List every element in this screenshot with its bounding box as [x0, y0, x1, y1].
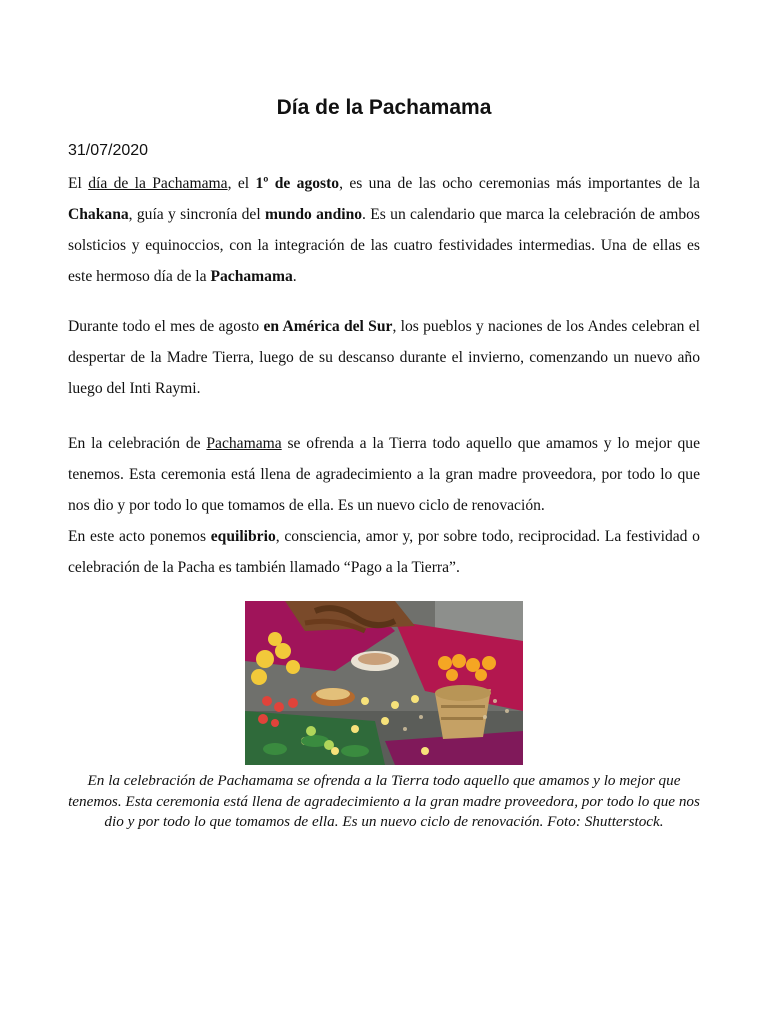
- bold-text: mundo andino: [264, 206, 363, 223]
- text-run: .: [292, 268, 297, 285]
- paragraph-agosto: [68, 311, 700, 404]
- text-run: se ofrenda a la Tierra todo aquello que amamos y lo mejor que tenemos. Esta ceremonia está llena de agradecimiento a la gran madre proveedora, por todo lo que nos dio y por todo lo que tomamos de ella. Es un nuevo ciclo de renovación.: [68, 435, 700, 514]
- text-run: . Es un calendario que marca la celebración de ambos solsticios y equinoccios, con la integración de las cuatro festividades intermedias. Una de ellas es este hermoso día de la: [68, 206, 700, 285]
- text-run: , es una de las ocho ceremonias más importantes de la: [339, 175, 700, 192]
- text-run: En este acto ponemos: [68, 528, 211, 545]
- document-date: 31/07/2020: [68, 142, 149, 159]
- offering-photo: [245, 601, 523, 765]
- text-run: Durante todo el mes de agosto: [68, 318, 264, 335]
- bold-text: en América del Sur: [263, 318, 393, 335]
- link-dia-pachamama[interactable]: día de la Pachamama: [88, 175, 228, 192]
- figure-caption: En la celebración de Pachamama se ofrenda a la Tierra todo aquello que amamos y lo mejor que tenemos. Esta ceremonia está llena de agradecimiento a la gran madre proveedora, por todo lo que nos dio y por todo lo que tomamos de ella. Es un nuevo ciclo de renovación. Foto: Shutterstock.: [68, 772, 700, 830]
- bold-text: equilibrio: [210, 528, 276, 545]
- bold-text: Pachamama: [210, 268, 293, 285]
- document-title: Día de la Pachamama: [276, 96, 492, 119]
- link-pachamama[interactable]: Pachamama: [206, 435, 282, 452]
- text-run: , consciencia, amor y, por sobre todo, reciprocidad. La festividad o celebración de la Pacha es también llamado “Pago a la Tierra”.: [68, 528, 700, 576]
- bold-text: Chakana: [68, 206, 129, 223]
- offering-photo-illustration: [245, 601, 523, 765]
- paragraph-intro: [68, 168, 700, 292]
- text-run: El: [68, 175, 89, 192]
- text-run: , el: [227, 175, 256, 192]
- text-run: En la celebración de: [68, 435, 207, 452]
- paragraph-equilibrio: [68, 521, 700, 583]
- bold-text: 1º de agosto: [255, 175, 340, 192]
- text-run: , guía y sincronía del: [128, 206, 265, 223]
- text-run: , los pueblos y naciones de los Andes celebran el despertar de la Madre Tierra, luego de su descanso durante el invierno, comenzando un nuevo año luego del Inti Raymi.: [68, 318, 700, 397]
- paragraph-ofrenda: [68, 428, 700, 521]
